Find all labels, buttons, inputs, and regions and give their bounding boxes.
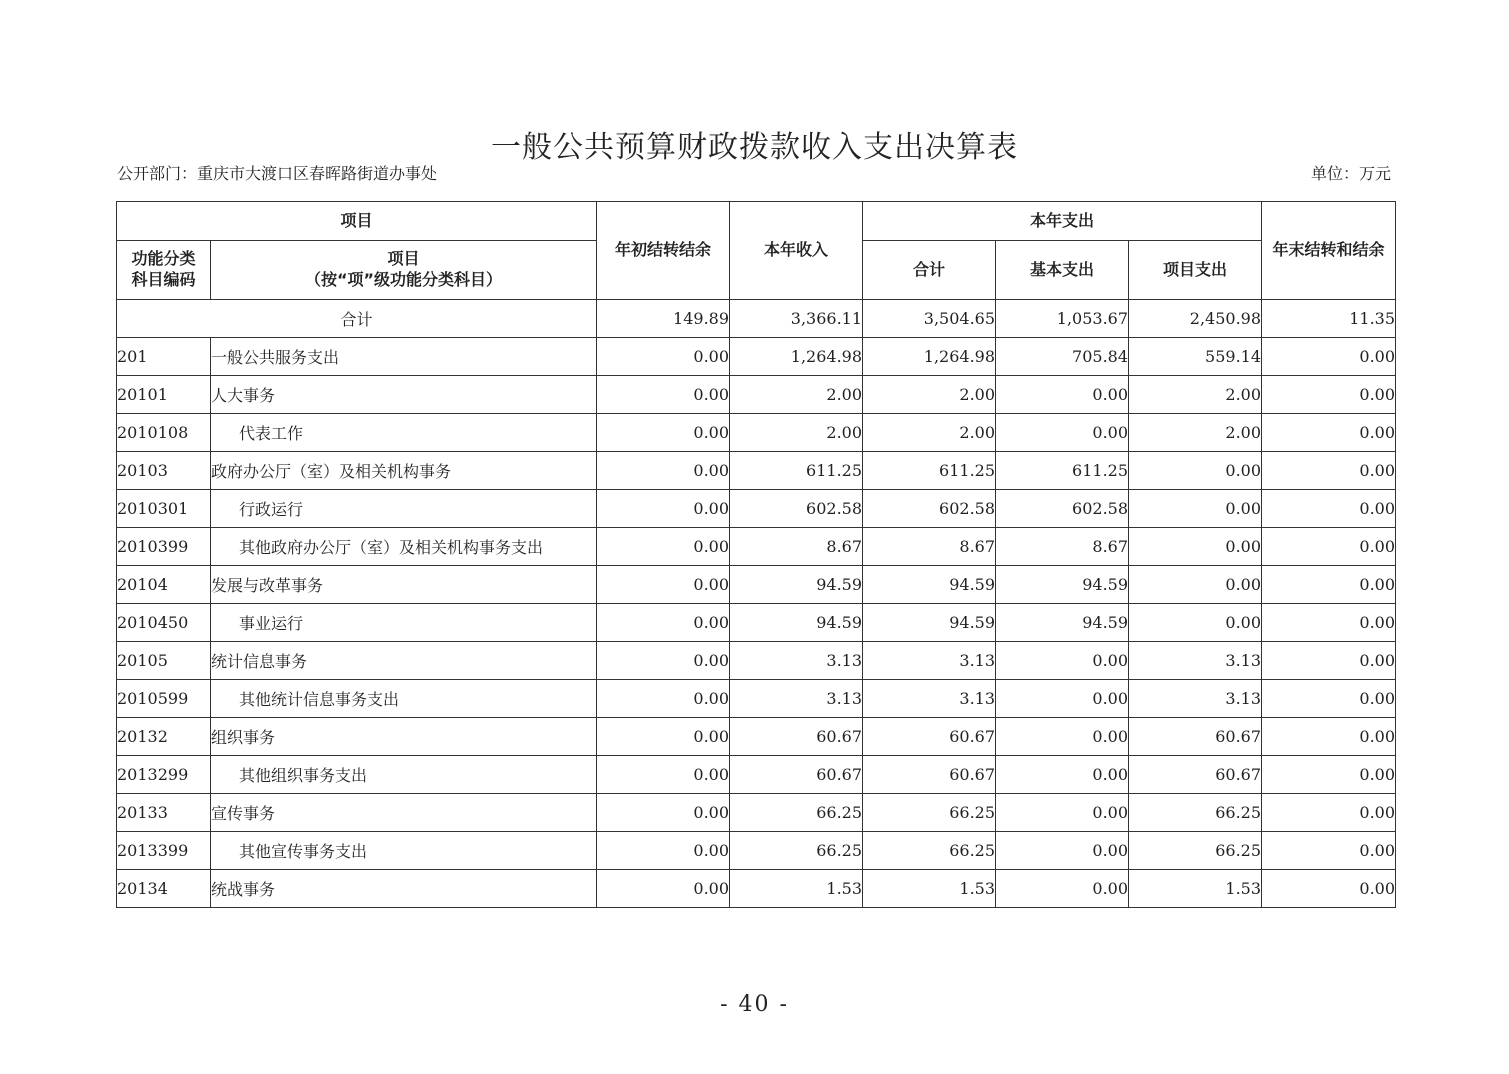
- row-expense-total: 2.00: [863, 414, 996, 452]
- row-opening: 0.00: [597, 680, 730, 718]
- row-project-exp: 559.14: [1129, 338, 1262, 376]
- row-code: 2010599: [117, 680, 211, 718]
- header-opening: 年初结转结余: [597, 202, 730, 300]
- row-name: 其他宣传事务支出: [211, 832, 597, 870]
- row-name: 人大事务: [211, 376, 597, 414]
- budget-table: [116, 201, 1396, 908]
- total-closing: 11.35: [1262, 300, 1396, 338]
- page-number: - 40 -: [720, 992, 789, 1017]
- table-row: [117, 528, 1396, 566]
- row-income: 602.58: [730, 490, 863, 528]
- row-closing: 0.00: [1262, 756, 1396, 794]
- row-income: 60.67: [730, 756, 863, 794]
- row-closing: 0.00: [1262, 338, 1396, 376]
- row-expense-total: 611.25: [863, 452, 996, 490]
- total-expense: 3,504.65: [863, 300, 996, 338]
- row-project-exp: 0.00: [1129, 452, 1262, 490]
- row-income: 66.25: [730, 832, 863, 870]
- row-code: 2010108: [117, 414, 211, 452]
- row-expense-total: 3.13: [863, 642, 996, 680]
- row-income: 2.00: [730, 414, 863, 452]
- row-expense-total: 8.67: [863, 528, 996, 566]
- table-row: [117, 870, 1396, 908]
- row-opening: 0.00: [597, 490, 730, 528]
- row-basic: 0.00: [996, 832, 1129, 870]
- row-code: 20101: [117, 376, 211, 414]
- header-closing-text: 年末结转和结余: [1272, 240, 1385, 260]
- header-expense-total: 合计: [863, 241, 996, 300]
- row-closing: 0.00: [1262, 870, 1396, 908]
- row-project-exp: 60.67: [1129, 718, 1262, 756]
- row-code: 201: [117, 338, 211, 376]
- row-name: 统战事务: [211, 870, 597, 908]
- table-row: [117, 756, 1396, 794]
- row-expense-total: 60.67: [863, 718, 996, 756]
- row-project-exp: 60.67: [1129, 756, 1262, 794]
- row-opening: 0.00: [597, 566, 730, 604]
- table-row: [117, 452, 1396, 490]
- header-name-line2: （按“项”级功能分类科目）: [304, 270, 503, 289]
- header-name-line1: 项目: [387, 249, 420, 269]
- header-expense-group: 本年支出: [863, 202, 1262, 241]
- row-project-exp: 2.00: [1129, 376, 1262, 414]
- row-code: 20103: [117, 452, 211, 490]
- row-name: 其他组织事务支出: [211, 756, 597, 794]
- row-basic: 94.59: [996, 604, 1129, 642]
- row-closing: 0.00: [1262, 604, 1396, 642]
- table-row: [117, 642, 1396, 680]
- row-income: 66.25: [730, 794, 863, 832]
- row-basic: 0.00: [996, 642, 1129, 680]
- row-expense-total: 1,264.98: [863, 338, 996, 376]
- row-code: 2010301: [117, 490, 211, 528]
- row-project-exp: 0.00: [1129, 566, 1262, 604]
- row-expense-total: 94.59: [863, 604, 996, 642]
- row-name: 发展与改革事务: [211, 566, 597, 604]
- row-name: 统计信息事务: [211, 642, 597, 680]
- row-opening: 0.00: [597, 452, 730, 490]
- row-name: 一般公共服务支出: [211, 338, 597, 376]
- row-name: 行政运行: [211, 490, 597, 528]
- row-income: 1,264.98: [730, 338, 863, 376]
- row-code: 2010399: [117, 528, 211, 566]
- row-closing: 0.00: [1262, 528, 1396, 566]
- row-opening: 0.00: [597, 794, 730, 832]
- row-opening: 0.00: [597, 756, 730, 794]
- row-basic: 0.00: [996, 376, 1129, 414]
- row-closing: 0.00: [1262, 452, 1396, 490]
- row-expense-total: 3.13: [863, 680, 996, 718]
- row-income: 611.25: [730, 452, 863, 490]
- row-expense-total: 66.25: [863, 794, 996, 832]
- row-project-exp: 66.25: [1129, 794, 1262, 832]
- row-name: 其他政府办公厅（室）及相关机构事务支出: [211, 528, 597, 566]
- table-row: [117, 566, 1396, 604]
- row-code: 20133: [117, 794, 211, 832]
- row-basic: 94.59: [996, 566, 1129, 604]
- row-project-exp: 0.00: [1129, 528, 1262, 566]
- row-name: 组织事务: [211, 718, 597, 756]
- row-code: 20104: [117, 566, 211, 604]
- row-income: 60.67: [730, 718, 863, 756]
- row-income: 3.13: [730, 642, 863, 680]
- row-code: 20134: [117, 870, 211, 908]
- row-code: 2013299: [117, 756, 211, 794]
- total-project-exp: 2,450.98: [1129, 300, 1262, 338]
- row-project-exp: 66.25: [1129, 832, 1262, 870]
- row-closing: 0.00: [1262, 414, 1396, 452]
- row-closing: 0.00: [1262, 376, 1396, 414]
- row-basic: 705.84: [996, 338, 1129, 376]
- row-expense-total: 66.25: [863, 832, 996, 870]
- row-basic: 0.00: [996, 870, 1129, 908]
- row-opening: 0.00: [597, 870, 730, 908]
- row-opening: 0.00: [597, 718, 730, 756]
- row-expense-total: 94.59: [863, 566, 996, 604]
- table-row: [117, 490, 1396, 528]
- row-project-exp: 0.00: [1129, 490, 1262, 528]
- row-project-exp: 3.13: [1129, 642, 1262, 680]
- row-name: 宣传事务: [211, 794, 597, 832]
- row-closing: 0.00: [1262, 718, 1396, 756]
- row-income: 1.53: [730, 870, 863, 908]
- row-closing: 0.00: [1262, 794, 1396, 832]
- row-opening: 0.00: [597, 642, 730, 680]
- row-opening: 0.00: [597, 376, 730, 414]
- row-basic: 611.25: [996, 452, 1129, 490]
- row-project-exp: 0.00: [1129, 604, 1262, 642]
- table-row: [117, 338, 1396, 376]
- total-income: 3,366.11: [730, 300, 863, 338]
- row-basic: 0.00: [996, 414, 1129, 452]
- table-row: [117, 832, 1396, 870]
- row-opening: 0.00: [597, 528, 730, 566]
- total-opening: 149.89: [597, 300, 730, 338]
- table-row: [117, 376, 1396, 414]
- department-label: 公开部门：重庆市大渡口区春晖路街道办事处: [117, 164, 438, 183]
- table-row: [117, 414, 1396, 452]
- row-project-exp: 3.13: [1129, 680, 1262, 718]
- row-basic: 0.00: [996, 680, 1129, 718]
- table-row: [117, 718, 1396, 756]
- header-name: [211, 241, 597, 300]
- total-row: [117, 300, 1396, 338]
- total-label: 合计: [117, 300, 597, 338]
- table-row: [117, 680, 1396, 718]
- row-expense-total: 602.58: [863, 490, 996, 528]
- row-project-exp: 1.53: [1129, 870, 1262, 908]
- row-expense-total: 60.67: [863, 756, 996, 794]
- row-basic: 0.00: [996, 756, 1129, 794]
- row-name: 事业运行: [211, 604, 597, 642]
- row-code: 20132: [117, 718, 211, 756]
- row-closing: 0.00: [1262, 566, 1396, 604]
- row-income: 8.67: [730, 528, 863, 566]
- row-basic: 0.00: [996, 794, 1129, 832]
- row-name: 其他统计信息事务支出: [211, 680, 597, 718]
- row-project-exp: 2.00: [1129, 414, 1262, 452]
- header-project: 项目: [117, 202, 597, 241]
- row-code: 2013399: [117, 832, 211, 870]
- row-code: 2010450: [117, 604, 211, 642]
- row-opening: 0.00: [597, 832, 730, 870]
- row-income: 3.13: [730, 680, 863, 718]
- row-opening: 0.00: [597, 338, 730, 376]
- row-income: 94.59: [730, 604, 863, 642]
- row-name: 政府办公厅（室）及相关机构事务: [211, 452, 597, 490]
- row-expense-total: 2.00: [863, 376, 996, 414]
- header-closing: [1262, 202, 1396, 300]
- unit-label: 单位：万元: [1310, 164, 1391, 183]
- row-name: 代表工作: [211, 414, 597, 452]
- row-closing: 0.00: [1262, 832, 1396, 870]
- header-code: 功能分类 科目编码: [117, 241, 211, 300]
- row-basic: 0.00: [996, 718, 1129, 756]
- row-closing: 0.00: [1262, 680, 1396, 718]
- row-income: 2.00: [730, 376, 863, 414]
- table-row: [117, 604, 1396, 642]
- header-project-exp: 项目支出: [1129, 241, 1262, 300]
- row-basic: 602.58: [996, 490, 1129, 528]
- row-closing: 0.00: [1262, 642, 1396, 680]
- row-code: 20105: [117, 642, 211, 680]
- row-opening: 0.00: [597, 604, 730, 642]
- page-title: 一般公共预算财政拨款收入支出决算表: [491, 130, 1018, 165]
- table-row: [117, 794, 1396, 832]
- row-closing: 0.00: [1262, 490, 1396, 528]
- row-income: 94.59: [730, 566, 863, 604]
- header-basic: 基本支出: [996, 241, 1129, 300]
- row-opening: 0.00: [597, 414, 730, 452]
- row-basic: 8.67: [996, 528, 1129, 566]
- total-basic: 1,053.67: [996, 300, 1129, 338]
- row-expense-total: 1.53: [863, 870, 996, 908]
- header-income: 本年收入: [730, 202, 863, 300]
